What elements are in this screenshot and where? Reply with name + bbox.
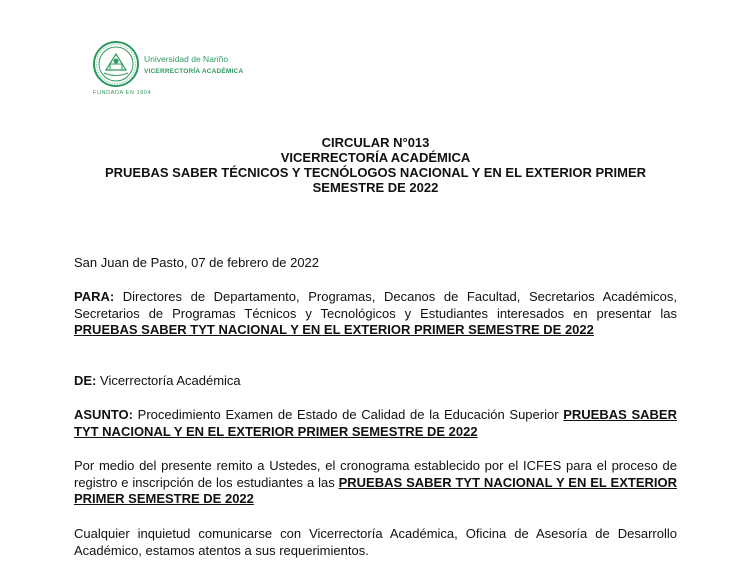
subject-highlight: PRUEBAS SABER TYT NACIONAL Y EN EL EXTERIOR PRIMER SEMESTRE DE 2022 [74, 407, 677, 439]
unit-name: VICERRECTORÍA ACADÉMICA [144, 68, 244, 75]
university-seal-icon [92, 40, 140, 88]
body-paragraph-2: Cualquier inquietud comunicarse con Vicerrectoría Académica, Oficina de Asesoría de Desarrollo Académico, estamos atentos a sus requerimientos. [74, 526, 677, 558]
circular-subject: PRUEBAS SABER TÉCNICOS Y TECNÓLOGOS NACIONAL Y EN EL EXTERIOR PRIMER SEMESTRE DE 2022 [104, 165, 647, 195]
recipients-highlight: PRUEBAS SABER TYT NACIONAL Y EN EL EXTERIOR PRIMER SEMESTRE DE 2022 [74, 322, 594, 337]
recipients-label: PARA: [74, 289, 115, 304]
recipients-paragraph [74, 289, 677, 339]
body-1-text: Por medio del presente remito a Ustedes, el cronograma establecido por el ICFES para el proceso de registro e inscripción de los estudiantes a las [74, 458, 677, 490]
founded-line: FUNDADA EN 1904 [93, 90, 152, 96]
body-1-highlight: PRUEBAS SABER TYT NACIONAL Y EN EL EXTERIOR PRIMER SEMESTRE DE 2022 [74, 474, 677, 506]
issuing-office: VICERRECTORÍA ACADÉMICA [280, 150, 471, 165]
sender-text: Vicerrectoría Académica [96, 373, 241, 388]
circular-title [74, 135, 677, 195]
subject-text: Procedimiento Examen de Estado de Calidad de la Educación Superior [132, 407, 564, 422]
recipients-text: Directores de Departamento, Programas, Decanos de Facultad, Secretarios Académicos, Secretarios de Programas Técnicos y Tecnológicos y Estudiantes interesados en presentar las [74, 289, 677, 321]
subject-paragraph [74, 407, 677, 440]
letterhead [92, 40, 292, 100]
subject-label: ASUNTO: [74, 407, 133, 422]
sender-paragraph [74, 373, 677, 390]
cut-off-text-line [74, 573, 384, 583]
university-name: Universidad de Nariño [144, 54, 229, 64]
circular-number: CIRCULAR N°013 [321, 135, 430, 150]
body-paragraph-1 [74, 458, 677, 508]
date-line: San Juan de Pasto, 07 de febrero de 2022 [74, 255, 320, 270]
sender-label: DE: [74, 373, 97, 388]
